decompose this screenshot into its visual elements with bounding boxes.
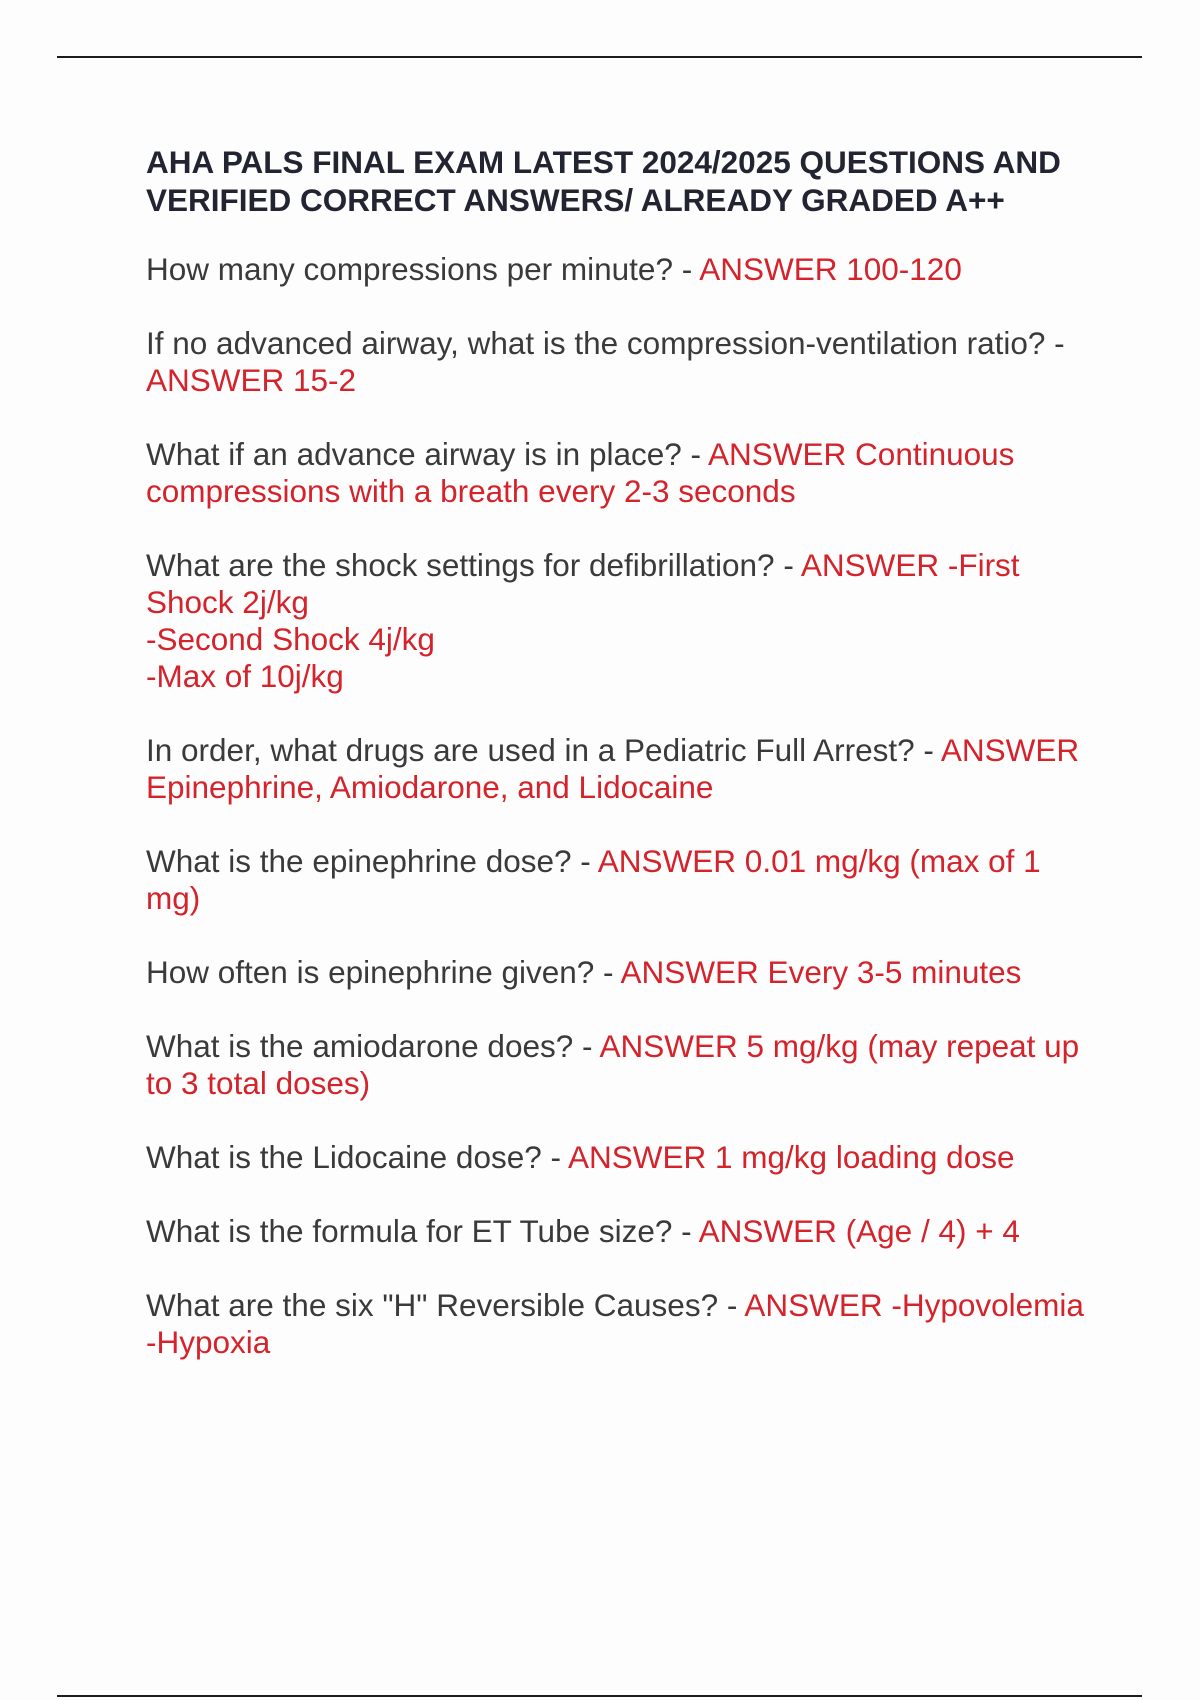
qa-item-2 [146, 325, 1096, 399]
question-text: What if an advance airway is in place? - [146, 436, 709, 472]
qa-item-4 [146, 547, 1096, 695]
answer-text: ANSWER (Age / 4) + 4 [698, 1213, 1020, 1249]
qa-item-5 [146, 732, 1096, 806]
qa-item-7 [146, 954, 1096, 991]
answer-text: ANSWER Continuous compressions with a breath every 2-3 seconds [146, 436, 1015, 509]
document-body [146, 143, 1096, 1398]
question-text: What is the Lidocaine dose? - [146, 1139, 569, 1175]
answer-text: ANSWER Epinephrine, Amiodarone, and Lidocaine [146, 732, 1080, 805]
question-text: What is the amiodarone does? - [146, 1028, 600, 1064]
answer-text: ANSWER 100-120 [699, 251, 962, 287]
answer-text: ANSWER Every 3-5 minutes [620, 954, 1022, 990]
question-text: What are the shock settings for defibrillation? - [146, 547, 801, 583]
qa-item-3 [146, 436, 1096, 510]
qa-item-11 [146, 1287, 1096, 1361]
question-text: In order, what drugs are used in a Pediatric Full Arrest? - [146, 732, 941, 768]
qa-item-8 [146, 1028, 1096, 1102]
question-text: What is the formula for ET Tube size? - [146, 1213, 699, 1249]
qa-item-6 [146, 843, 1096, 917]
question-text: How often is epinephrine given? - [146, 954, 621, 990]
qa-item-1 [146, 251, 1096, 288]
answer-text: ANSWER 1 mg/kg loading dose [568, 1139, 1015, 1175]
qa-item-10 [146, 1213, 1096, 1250]
document-title: AHA PALS FINAL EXAM LATEST 2024/2025 QUESTIONS AND VERIFIED CORRECT ANSWERS/ ALREADY GRADED A++ [146, 144, 1061, 218]
question-text: If no advanced airway, what is the compression-ventilation ratio? - [146, 325, 1065, 361]
answer-text: ANSWER -Hypovolemia [744, 1287, 1084, 1323]
answer-text: ANSWER 5 mg/kg (may repeat up to 3 total doses) [146, 1028, 1080, 1101]
answer-line: -Second Shock 4j/kg [146, 621, 435, 657]
question-text: What is the epinephrine dose? - [146, 843, 598, 879]
answer-text: ANSWER -First Shock 2j/kg [146, 547, 1020, 620]
answer-text: ANSWER 15-2 [146, 362, 357, 398]
answer-text: ANSWER 0.01 mg/kg (max of 1 mg) [146, 843, 1041, 916]
question-text: What are the six "H" Reversible Causes? - [146, 1287, 745, 1323]
top-rule [57, 56, 1142, 58]
qa-item-9 [146, 1139, 1096, 1176]
question-text: How many compressions per minute? - [146, 251, 700, 287]
answer-line: -Max of 10j/kg [146, 658, 344, 694]
answer-line: -Hypoxia [146, 1324, 271, 1360]
bottom-rule [57, 1695, 1142, 1697]
